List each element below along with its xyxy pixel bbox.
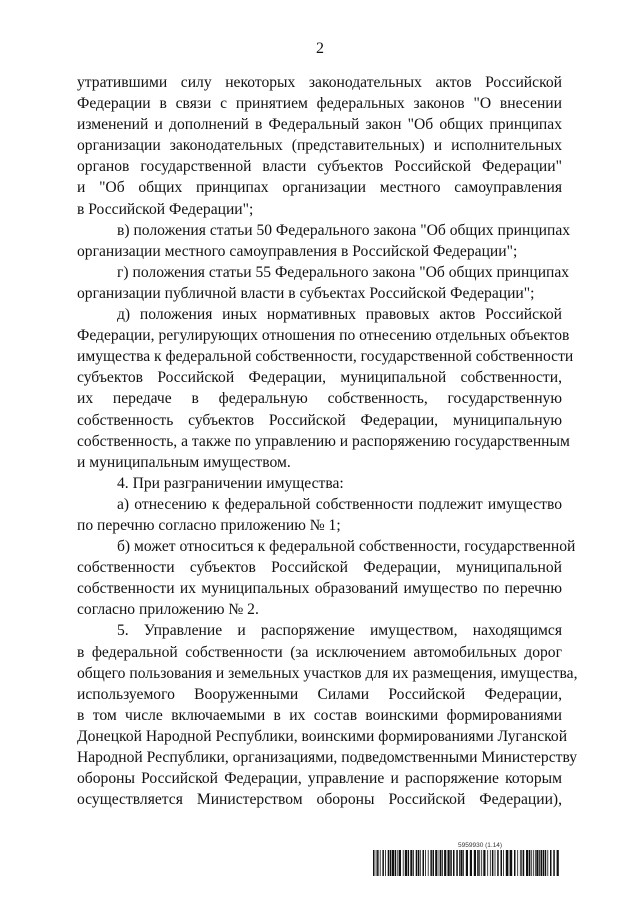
text-line: органов государственной власти субъектов Российской Федерации" <box>77 158 562 176</box>
text-line: 4. При разграничении имущества: <box>117 474 344 492</box>
text-line: по перечню согласно приложению № 1; <box>77 516 341 534</box>
text-line: г) положения статьи 55 Федерального закона "Об общих принципах <box>117 263 570 281</box>
text-line: собственности субъектов Российской Федерации, муниципальной <box>77 559 562 577</box>
text-line: Народной Республики, организациями, подведомственными Министерству <box>77 749 578 766</box>
text-line: Федерации в связи с принятием федеральных законов "О внесении <box>77 95 562 113</box>
text-line: 5. Управление и распоряжение имуществом, находящимся <box>117 622 562 640</box>
text-line: общего пользования и земельных участков для их размещения, имущества, <box>77 664 578 682</box>
text-line: осуществляется Министерством обороны Российской Федерации), <box>77 791 562 809</box>
text-line: и "Об общих принципах организации местного самоуправления <box>77 179 562 197</box>
text-line: в) положения статьи 50 Федерального закона "Об общих принципах <box>117 221 571 239</box>
text-line: субъектов Российской Федерации, муниципальной собственности, <box>77 369 562 387</box>
text-line: б) может относиться к федеральной собственности, государственной <box>117 538 576 556</box>
text-line: а) отнесению к федеральной собственности подлежит имущество <box>117 495 562 513</box>
text-line: в том числе включаемыми в их состав воинскими формированиями <box>77 706 562 724</box>
body-text <box>77 72 578 810</box>
barcode-icon <box>373 850 561 876</box>
text-line: и муниципальным имуществом. <box>77 453 291 471</box>
text-line: Федерации, регулирующих отношения по отнесению отдельных объектов <box>77 327 570 345</box>
text-line: организации местного самоуправления в Российской Федерации"; <box>77 242 518 260</box>
text-line: Донецкой Народной Республики, воинскими формированиями Луганской <box>77 727 568 745</box>
text-line: собственность, а также по управлению и распоряжению государственным <box>77 432 570 450</box>
text-line: собственности их муниципальных образований имущество по перечню <box>77 580 562 598</box>
text-line: д) положения иных нормативных правовых актов Российской <box>117 306 562 324</box>
text-line: используемого Вооруженными Силами Российской Федерации, <box>77 685 562 703</box>
text-line: обороны Российской Федерации, управление и распоряжение которым <box>77 770 562 788</box>
text-line: имущества к федеральной собственности, государственной собственности <box>77 348 574 366</box>
text-line: организации публичной власти в субъектах Российской Федерации"; <box>77 284 535 302</box>
text-line: согласно приложению № 2. <box>77 601 259 619</box>
text-line: в федеральной собственности (за исключением автомобильных дорог <box>77 643 562 661</box>
document-code: 5959930 (1.14) <box>458 842 503 849</box>
text-line: в Российской Федерации"; <box>77 200 254 218</box>
text-line: изменений и дополнений в Федеральный закон "Об общих принципах <box>77 116 562 134</box>
page-number: 2 <box>316 40 324 57</box>
text-line: организации законодательных (представительных) и исполнительных <box>77 137 562 155</box>
text-line: утратившими силу некоторых законодательных актов Российской <box>77 74 562 91</box>
text-line: собственность субъектов Российской Федерации, муниципальную <box>77 411 562 429</box>
text-line: их передаче в федеральную собственность, государственную <box>77 390 562 408</box>
